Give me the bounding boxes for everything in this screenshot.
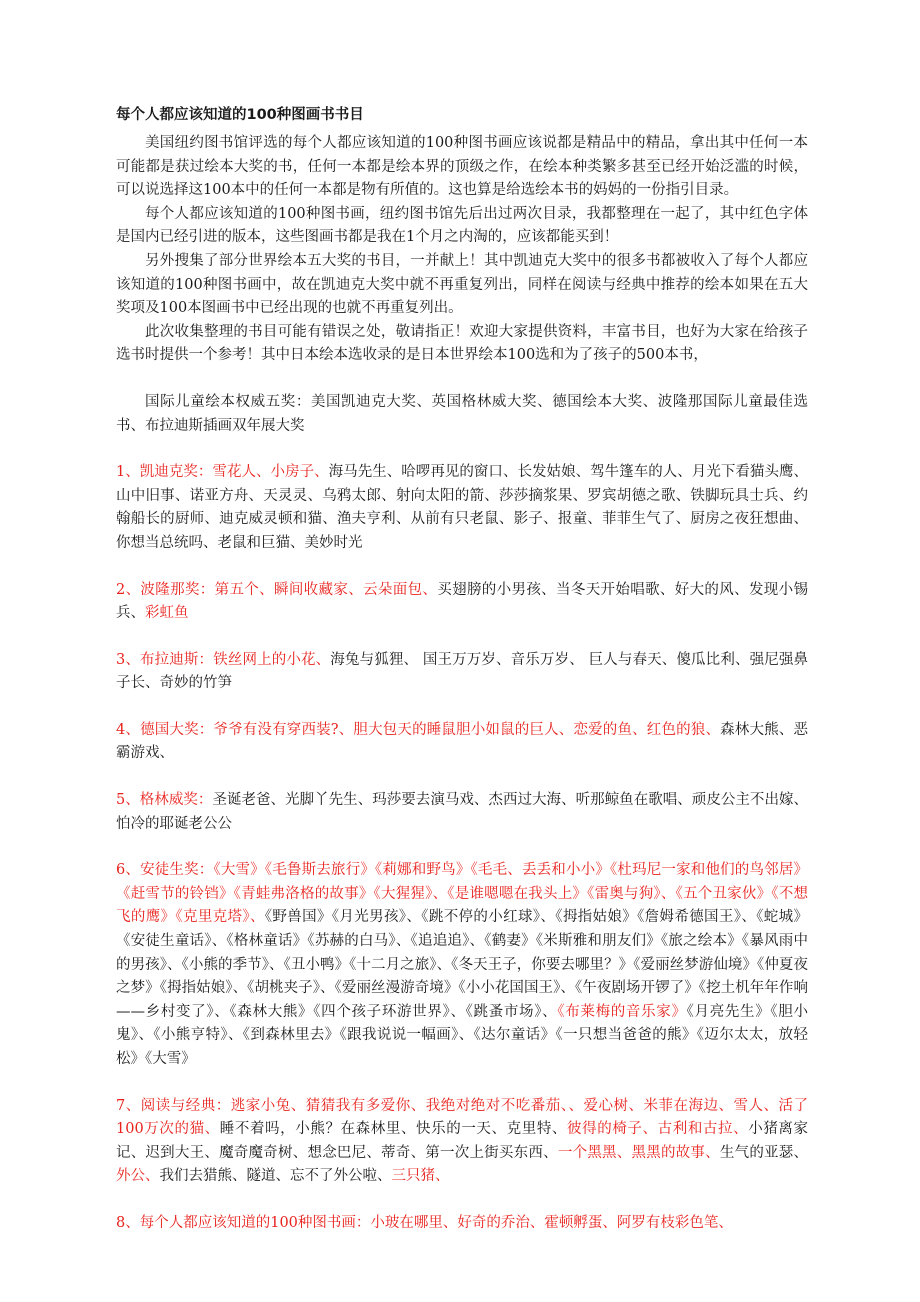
spacer xyxy=(116,1072,808,1095)
red-titles-3: 一个黑黑、黑黑的故事、 xyxy=(557,1144,720,1161)
red-titles: 小玻在哪里、好奇的乔治、霍顿孵蛋、阿罗有枝彩色笔、 xyxy=(370,1214,733,1231)
other-titles: 海马先生、哈啰再见的窗口、长发姑娘、驾牛篷车的人、月光下看猫头鹰、山中旧事、诺亚方舟、天灵灵、乌鸦太郎、射向太阳的箭、莎莎摘浆果、罗宾胡德之歌、铁脚玩具士兵、约翰船长的厨师、迪克威灵顿和猫、渔夫亨利、从前有只老鼠、影子、报童、菲菲生气了、厨房之夜狂想曲、你想当总统吗、老鼠和巨猫、美妙时光 xyxy=(116,464,808,551)
section-heading: 8、每个人都应该知道的100种图书画： xyxy=(116,1214,371,1231)
intro-paragraph-2: 每个人都应该知道的100种图书画，纽约图书馆先后出过两次目录，我都整理在一起了，其中红色字体是国内已经引进的版本，这些图画书都是我在1个月之内淘的，应该都能买到！ xyxy=(116,205,808,246)
other-titles-4: 我们去猎熊、隧道、忘不了外公啦、 xyxy=(159,1168,392,1185)
other-titles: 买翅膀的小男孩、当冬天开始唱歌、好大的风、发现小锡兵、 xyxy=(116,581,808,622)
other-titles-3: 生气的亚瑟、 xyxy=(719,1144,809,1161)
red-titles-2: 《布莱梅的音乐家》 xyxy=(557,1003,687,1020)
other-titles-2: 《月亮先生》《胆小鬼》、《小熊亨特》、《到森林里去》《跟我说说一幅画》、《达尔童话》《一只想当爸爸的熊》《迈尔太太，放轻松》《大雪》 xyxy=(116,1003,808,1067)
document-title: 每个人都应该知道的100种图画书书目 xyxy=(116,107,364,123)
section-reading-classics xyxy=(116,1095,808,1189)
section-heading: 4、德国大奖： xyxy=(116,721,214,738)
section-bratislava xyxy=(116,649,808,696)
other-titles: 森林大熊、恶霸游戏、 xyxy=(116,721,808,762)
section-heading: 5、格林威奖： xyxy=(116,792,213,809)
intro-paragraph-3: 另外搜集了部分世界绘本五大奖的书目，一并献上！其中凯迪克大奖中的很多书都被收入了每个人都应该知道的100种图书画中，故在凯迪克大奖中就不再重复列出，同样在阅读与经典中推荐的绘本如果在五大奖项及100本图画书中已经出现的也就不再重复列出。 xyxy=(116,252,809,317)
intro-paragraph-1: 美国纽约图书馆评选的每个人都应该知道的100种图书画应该说都是精品中的精品，拿出其中任何一本可能都是获过绘本大奖的书，任何一本都是绘本界的顶级之作，在绘本种类繁多甚至已经开始泛滥的时候，可以说选择这100本中的任何一本都是物有所值的。这也算是给选绘本书的妈妈的一份指引目录。 xyxy=(116,135,808,199)
spacer xyxy=(116,438,808,461)
red-titles: 雪花人、小房子、 xyxy=(212,464,329,481)
other-titles: 《野兽国》《月光男孩》、《跳不停的小红球》、《拇指姑娘》《詹姆希德国王》、《蛇城》《安徒生童话》、《格林童话》《苏赫的白马》、《追追追》、《鹤妻》《米斯雅和朋友们》《旅之绘本》《暴风雨中的男孩》、《小熊的季节》、《丑小鸭》《十二月之旅》、《冬天王子，你要去哪里？》《爱丽丝梦游仙境》《仲夏夜之梦》《拇指姑娘》、《胡桃夹子》、《爱丽丝漫游奇境》《小小花国国王》、《午夜剧场开锣了》《挖土机年年作响——乡村变了》、《森林大熊》《四个孩子环游世界》、《跳蚤市场》、 xyxy=(116,909,808,1020)
section-heading: 3、布拉迪斯： xyxy=(116,651,214,668)
red-titles-2: 彩虹鱼 xyxy=(145,605,189,622)
other-titles: 睡不着吗，小熊？在森林里、快乐的一天、克里特、 xyxy=(219,1121,568,1138)
red-titles: 爷爷有没有穿西装?、胆大包天的睡鼠胆小如鼠的巨人、恋爱的鱼、红色的狼、 xyxy=(213,721,721,738)
section-heading: 2、波隆那奖： xyxy=(116,581,215,598)
section-heading: 7、阅读与经典： xyxy=(116,1097,231,1114)
spacer xyxy=(116,836,808,859)
other-titles: 圣诞老爸、光脚丫先生、玛莎要去演马戏、杰西过大海、听那鲸鱼在歌唱、顽皮公主不出嫁、怕冷的耶诞老公公 xyxy=(116,792,808,832)
spacer xyxy=(116,696,808,719)
red-titles-2: 彼得的椅子、古利和古拉、 xyxy=(567,1121,749,1138)
red-titles: 逃家小兔、猜猜我有多爱你、我绝对绝对不吃番茄、、爱心树、米菲在海边、雪人、活了100万次的猫、 xyxy=(116,1097,808,1138)
section-heading: 1、凯迪克奖： xyxy=(116,464,213,481)
section-heading: 6、安徒生奖： xyxy=(116,862,214,879)
red-titles: 铁丝网上的小花、 xyxy=(213,651,331,668)
red-titles-5: 三只猪、 xyxy=(391,1168,450,1185)
spacer xyxy=(116,626,808,649)
red-titles-4: 外公、 xyxy=(116,1168,160,1185)
section-german-award xyxy=(116,719,808,766)
document-page xyxy=(116,104,808,1236)
red-titles: 第五个、瞬间收藏家、云朵面包、 xyxy=(214,581,438,598)
spacer xyxy=(116,556,808,579)
intro-paragraph-4: 此次收集整理的书目可能有错误之处，敬请指正！欢迎大家提供资料，丰富书目，也好为大家在给孩子选书时提供一个参考！其中日本绘本选收录的是日本世界绘本100选和为了孩子的500本书， xyxy=(116,323,808,364)
red-titles: 《大雪》《毛鲁斯去旅行》《莉娜和野鸟》《毛毛、丢丢和小小》《杜玛尼一家和他们的鸟邻居》《赶雪节的铃铛》《青蛙弗洛格的故事》《大猩猩》、《是谁嗯嗯在我头上》《雷奥与狗》、《五个丑家伙》《不想飞的鹰》《克里克塔》、 xyxy=(116,862,808,926)
spacer xyxy=(116,368,808,391)
awards-intro: 国际儿童绘本权威五奖：美国凯迪克大奖、英国格林威大奖、德国绘本大奖、波隆那国际儿童最佳选书、布拉迪斯插画双年展大奖 xyxy=(116,393,808,434)
other-titles: 海兔与狐狸、 国王万万岁、音乐万岁、 巨人与春天、傻瓜比利、强尼强鼻子长、奇妙的竹笋 xyxy=(116,651,808,692)
spacer xyxy=(116,766,808,789)
other-titles-2: 小猪离家记、迟到大王、魔奇魔奇树、想念巴尼、蒂奇、第一次上街买东西、 xyxy=(116,1121,809,1161)
spacer xyxy=(116,1189,808,1212)
section-100-picture-books xyxy=(116,1212,808,1236)
section-greenaway xyxy=(116,789,808,836)
section-bologna xyxy=(116,579,808,626)
section-andersen xyxy=(116,859,808,1071)
section-caldecott xyxy=(116,461,808,555)
